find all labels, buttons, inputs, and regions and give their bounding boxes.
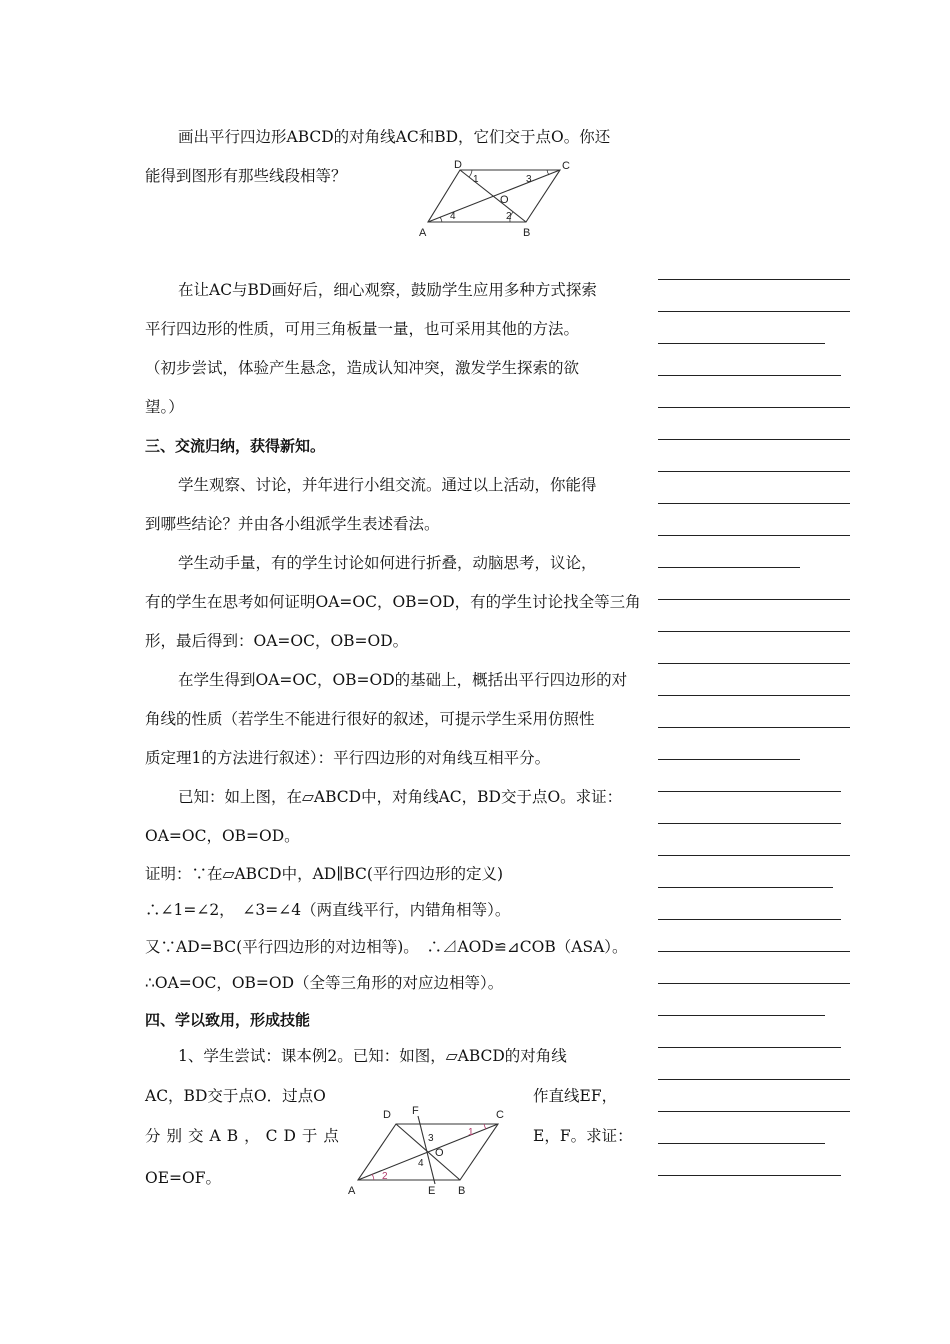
- label-F: F: [412, 1105, 419, 1117]
- angle-2: 2: [382, 1171, 388, 1182]
- note-line: [658, 951, 850, 952]
- note-line: [658, 1047, 841, 1048]
- note-line: [658, 727, 850, 728]
- proof-line-1: 证明：∵在▱ABCD中，AD∥BC(平行四边形的定义): [145, 865, 503, 883]
- para-observe-1: 在让AC与BD画好后，细心观察，鼓励学生应用多种方式探索: [178, 281, 597, 299]
- para-example-1: 1、学生尝试：课本例2。已知：如图，▱ABCD的对角线: [178, 1047, 567, 1065]
- note-line: [658, 631, 850, 632]
- note-line: [658, 663, 850, 664]
- para-discuss-2: 到哪些结论？并由各小组派学生表述看法。: [145, 515, 440, 533]
- para-observe-3: （初步尝试，体验产生悬念，造成认知冲突，激发学生探索的欲: [145, 359, 580, 377]
- para-measure-1: 学生动手量，有的学生讨论如何进行折叠，动脑思考，议论，: [178, 554, 597, 572]
- label-O: O: [435, 1147, 444, 1159]
- proof-line-3: 又∵AD=BC(平行四边形的对边相等)。 ∴⊿AOD≌⊿COB（ASA）。: [145, 938, 628, 956]
- note-line: [658, 535, 850, 536]
- para-example-3-right: E，F。求证：: [533, 1127, 633, 1145]
- note-line: [658, 1111, 850, 1112]
- label-O: O: [500, 194, 509, 206]
- note-line: [658, 1175, 841, 1176]
- note-line: [658, 855, 850, 856]
- para-given-2: OA=OC，OB=OD。: [145, 827, 300, 845]
- angle-4: 4: [450, 211, 456, 222]
- note-line: [658, 407, 850, 408]
- note-line: [658, 567, 800, 568]
- para-measure-3: 形，最后得到：OA=OC，OB=OD。: [145, 632, 409, 650]
- note-line: [658, 1079, 850, 1080]
- note-line: [658, 375, 841, 376]
- para-property-2: 角线的性质（若学生不能进行很好的叙述，可提示学生采用仿照性: [145, 710, 595, 728]
- angle-1: 1: [468, 1127, 474, 1138]
- note-line: [658, 503, 850, 504]
- note-line: [658, 759, 800, 760]
- label-D: D: [383, 1109, 391, 1121]
- para-property-3: 质定理1的方法进行叙述）：平行四边形的对角线互相平分。: [145, 749, 551, 767]
- para-observe-2: 平行四边形的性质，可用三角板量一量，也可采用其他的方法。: [145, 320, 580, 338]
- para-discuss-1: 学生观察、讨论，并年进行小组交流。通过以上活动，你能得: [178, 476, 597, 494]
- note-line: [658, 887, 833, 888]
- para-draw-diagonals-1: 画出平行四边形ABCD的对角线AC和BD，它们交于点O。你还: [178, 128, 611, 146]
- proof-line-4: ∴OA=OC，OB=OD（全等三角形的对应边相等）。: [145, 974, 504, 992]
- angle-4: 4: [418, 1158, 424, 1169]
- note-line: [658, 919, 841, 920]
- angle-3: 3: [526, 174, 532, 185]
- label-E: E: [428, 1185, 436, 1197]
- para-example-3-left: 分别交AB，CD于点: [145, 1127, 345, 1145]
- label-B: B: [523, 227, 531, 239]
- note-line: [658, 695, 850, 696]
- para-example-2-right: 作直线EF，: [533, 1087, 618, 1105]
- heading-section-3: 三、交流归纳，获得新知。: [145, 437, 326, 455]
- para-measure-2: 有的学生在思考如何证明OA=OC，OB=OD，有的学生讨论找全等三角: [145, 593, 641, 611]
- note-line: [658, 823, 841, 824]
- label-A: A: [348, 1185, 356, 1197]
- angle-2: 2: [506, 211, 512, 222]
- label-C: C: [496, 1109, 504, 1121]
- note-line: [658, 439, 850, 440]
- para-draw-diagonals-2: 能得到图形有那些线段相等？: [145, 167, 347, 185]
- note-line: [658, 311, 850, 312]
- heading-section-4: 四、学以致用，形成技能: [145, 1011, 311, 1029]
- para-example-4: OE=OF。: [145, 1169, 221, 1187]
- proof-line-2: ∴∠1=∠2， ∠3=∠4（两直线平行，内错角相等）。: [145, 901, 511, 919]
- note-line: [658, 1015, 825, 1016]
- note-line: [658, 599, 850, 600]
- para-observe-4: 望。）: [145, 398, 184, 416]
- label-C: C: [562, 160, 570, 172]
- note-line: [658, 791, 841, 792]
- figure-parallelogram-2: [340, 1104, 515, 1199]
- para-property-1: 在学生得到OA=OC，OB=OD的基础上，概括出平行四边形的对: [178, 671, 628, 689]
- angle-1: 1: [473, 174, 479, 185]
- note-line: [658, 471, 850, 472]
- label-A: A: [419, 227, 427, 239]
- angle-3: 3: [428, 1133, 434, 1144]
- note-line: [658, 279, 850, 280]
- figure-parallelogram-1: [410, 158, 580, 242]
- para-given-1: 已知：如上图，在▱ABCD中，对角线AC，BD交于点O。求证：: [178, 788, 623, 806]
- note-line: [658, 343, 825, 344]
- note-line: [658, 1143, 825, 1144]
- note-line: [658, 983, 850, 984]
- label-D: D: [454, 159, 462, 171]
- label-B: B: [458, 1185, 466, 1197]
- para-example-2-left: AC，BD交于点O．过点O: [145, 1087, 326, 1105]
